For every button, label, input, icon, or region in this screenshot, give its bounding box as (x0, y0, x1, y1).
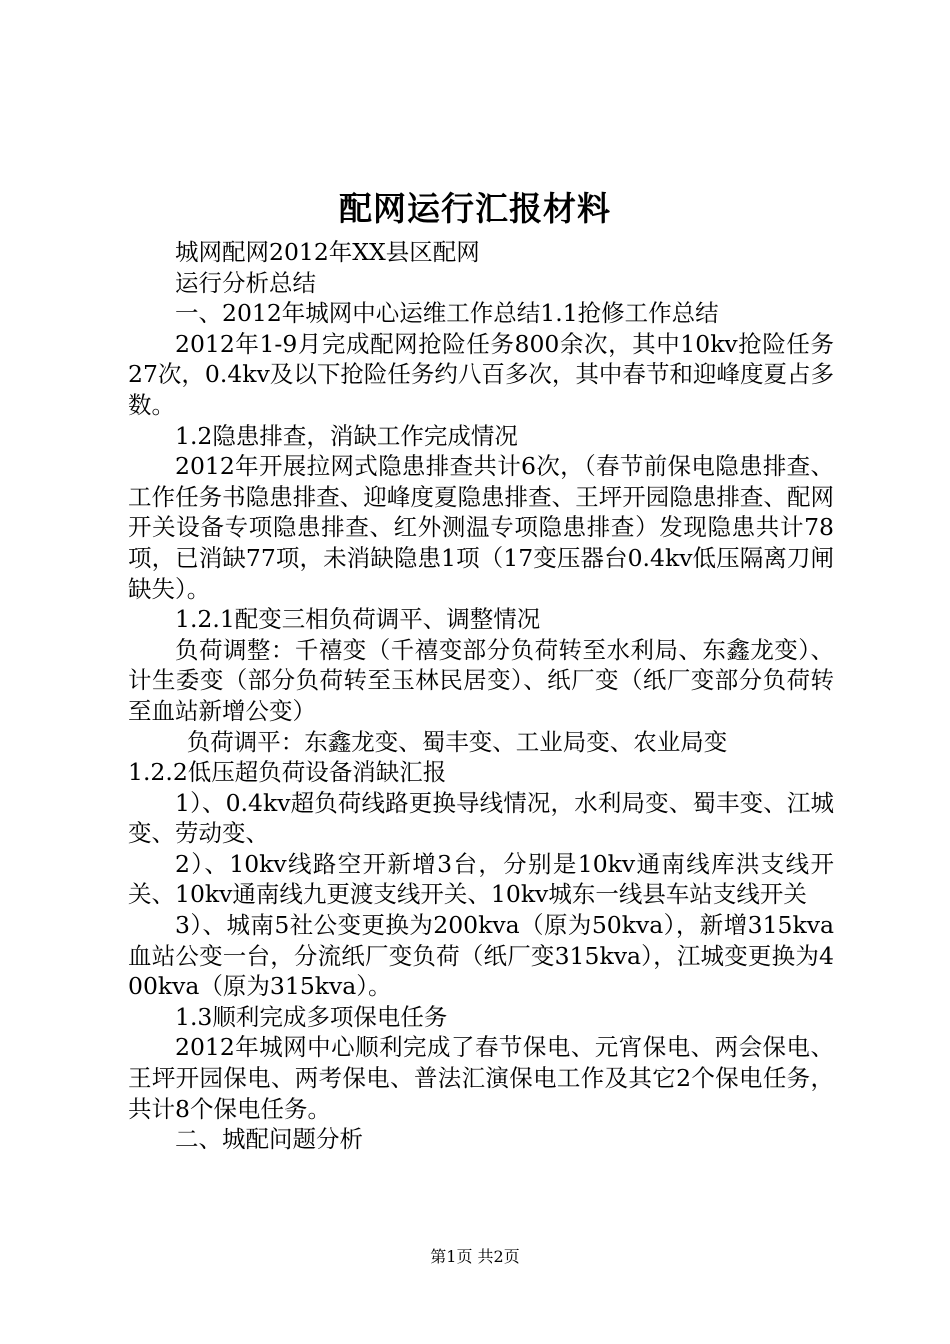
paragraph: 2012年城网中心顺利完成了春节保电、元宵保电、两会保电、王坪开园保电、两考保电、普法汇演保电工作及其它2个保电任务，共计8个保电任务。 (128, 1033, 834, 1123)
paragraph: 2012年1-9月完成配网抢险任务800余次，其中10kv抢险任务27次，0.4kv及以下抢险任务约八百多次，其中春节和迎峰度夏占多数。 (128, 329, 834, 419)
paragraph: 2012年开展拉网式隐患排查共计6次，（春节前保电隐患排查、工作任务书隐患排查、迎峰度夏隐患排查、王坪开园隐患排查、配网开关设备专项隐患排查、红外测温专项隐患排查）发现隐患共计78项，已消缺77项，未消缺隐患1项（17变压器台0.4kv低压隔离刀闸缺失）。 (128, 452, 834, 603)
paragraph: 城网配网2012年XX县区配网 (175, 238, 480, 266)
paragraph: 1）、0.4kv超负荷线路更换导线情况，水利局变、蜀丰变、江城变、劳动变、 (128, 788, 834, 848)
paragraph: 1.2隐患排查，消缺工作完成情况 (175, 421, 518, 450)
paragraph: 3）、城南5社公变更换为200kva（原为50kva），新增315kva血站公变一台，分流纸厂变负荷（纸厂变315kva），江城变更换为400kva（原为315kva）。 (128, 911, 834, 1001)
page-footer: 第1页 共2页 (430, 1247, 520, 1266)
paragraph: 1.3顺利完成多项保电任务 (175, 1002, 448, 1031)
page-title: 配网运行汇报材料 (339, 189, 611, 228)
paragraph: 1.2.2低压超负荷设备消缺汇报 (128, 758, 447, 787)
document-body (128, 237, 834, 1155)
paragraph: 一、2012年城网中心运维工作总结1.1抢修工作总结 (175, 299, 719, 328)
paragraph: 2）、10kv线路空开新增3台，分别是10kv通南线库洪支线开关、10kv通南线九更渡支线开关、10kv城东一线县车站支线开关 (128, 849, 834, 909)
paragraph: 运行分析总结 (175, 268, 316, 297)
paragraph: 1.2.1配变三相负荷调平、调整情况 (175, 605, 541, 634)
paragraph: 负荷调平：东鑫龙变、蜀丰变、工业局变、农业局变 (186, 727, 728, 756)
paragraph: 负荷调整：千禧变（千禧变部分负荷转至水利局、东鑫龙变）、计生委变（部分负荷转至玉林民居变）、纸厂变（纸厂变部分负荷转至血站新增公变） (128, 635, 834, 725)
paragraph: 二、城配问题分析 (175, 1125, 363, 1154)
